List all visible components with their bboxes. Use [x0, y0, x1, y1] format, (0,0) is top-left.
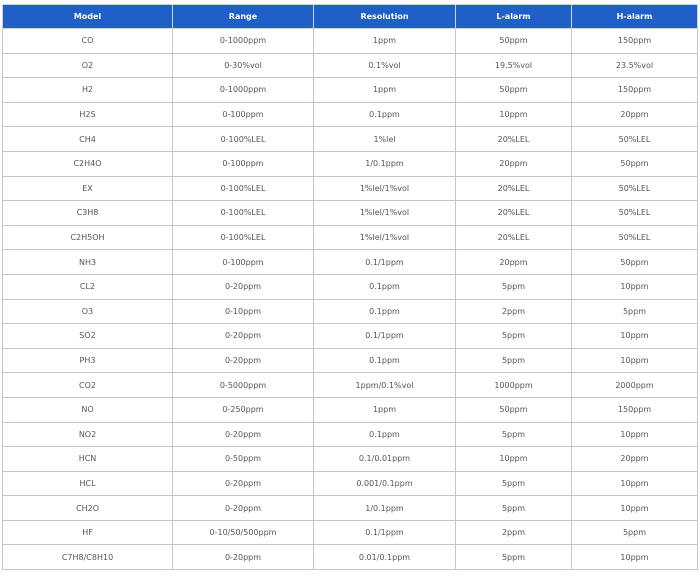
cell-model: C2H5OH: [3, 225, 173, 250]
cell-h-alarm: 50%LEL: [572, 201, 698, 226]
cell-range: 0-10/50/500ppm: [173, 520, 314, 545]
header-model: Model: [3, 5, 173, 29]
cell-resolution: 0.001/0.1ppm: [314, 471, 456, 496]
cell-resolution: 0.1/1ppm: [314, 324, 456, 349]
cell-range: 0-20ppm: [173, 545, 314, 570]
cell-l-alarm: 20%LEL: [456, 225, 572, 250]
cell-model: CO2: [3, 373, 173, 398]
header-l-alarm: L-alarm: [456, 5, 572, 29]
cell-h-alarm: 20ppm: [572, 447, 698, 472]
cell-range: 0-100ppm: [173, 151, 314, 176]
table-row: [3, 471, 698, 496]
cell-range: 0-10ppm: [173, 299, 314, 324]
table-body: [3, 29, 698, 570]
cell-h-alarm: 150ppm: [572, 397, 698, 422]
table-row: [3, 29, 698, 54]
cell-h-alarm: 5ppm: [572, 299, 698, 324]
cell-h-alarm: 10ppm: [572, 348, 698, 373]
cell-l-alarm: 5ppm: [456, 324, 572, 349]
cell-h-alarm: 23.5%vol: [572, 53, 698, 78]
table-row: [3, 397, 698, 422]
cell-h-alarm: 20ppm: [572, 102, 698, 127]
cell-resolution: 1%lel: [314, 127, 456, 152]
table-row: [3, 447, 698, 472]
cell-resolution: 0.1ppm: [314, 422, 456, 447]
cell-range: 0-100ppm: [173, 250, 314, 275]
cell-resolution: 0.1ppm: [314, 274, 456, 299]
cell-l-alarm: 5ppm: [456, 348, 572, 373]
cell-l-alarm: 20%LEL: [456, 176, 572, 201]
cell-resolution: 1ppm: [314, 397, 456, 422]
gas-spec-table-container: [2, 4, 697, 570]
cell-h-alarm: 10ppm: [572, 274, 698, 299]
cell-resolution: 0.1ppm: [314, 348, 456, 373]
cell-model: HF: [3, 520, 173, 545]
cell-model: C7H8/C8H10: [3, 545, 173, 570]
cell-model: O3: [3, 299, 173, 324]
cell-model: HCL: [3, 471, 173, 496]
cell-h-alarm: 10ppm: [572, 422, 698, 447]
cell-resolution: 0.1/1ppm: [314, 520, 456, 545]
table-row: [3, 274, 698, 299]
cell-l-alarm: 50ppm: [456, 78, 572, 103]
cell-l-alarm: 5ppm: [456, 274, 572, 299]
cell-range: 0-30%vol: [173, 53, 314, 78]
table-row: [3, 324, 698, 349]
table-row: [3, 422, 698, 447]
cell-h-alarm: 10ppm: [572, 496, 698, 521]
cell-resolution: 1ppm: [314, 78, 456, 103]
cell-l-alarm: 20ppm: [456, 250, 572, 275]
cell-l-alarm: 50ppm: [456, 29, 572, 54]
cell-resolution: 1%lel/1%vol: [314, 176, 456, 201]
cell-h-alarm: 50ppm: [572, 250, 698, 275]
cell-h-alarm: 10ppm: [572, 545, 698, 570]
cell-resolution: 1/0.1ppm: [314, 496, 456, 521]
table-row: [3, 520, 698, 545]
cell-resolution: 0.1%vol: [314, 53, 456, 78]
cell-model: H2: [3, 78, 173, 103]
cell-l-alarm: 20%LEL: [456, 201, 572, 226]
cell-l-alarm: 1000ppm: [456, 373, 572, 398]
table-row: [3, 496, 698, 521]
cell-l-alarm: 20ppm: [456, 151, 572, 176]
table-row: [3, 250, 698, 275]
table-row: [3, 545, 698, 570]
cell-h-alarm: 5ppm: [572, 520, 698, 545]
cell-range: 0-20ppm: [173, 422, 314, 447]
cell-l-alarm: 19.5%vol: [456, 53, 572, 78]
cell-resolution: 0.1ppm: [314, 102, 456, 127]
table-row: [3, 348, 698, 373]
cell-model: C3H8: [3, 201, 173, 226]
cell-h-alarm: 10ppm: [572, 324, 698, 349]
table-row: [3, 299, 698, 324]
cell-range: 0-1000ppm: [173, 78, 314, 103]
cell-model: SO2: [3, 324, 173, 349]
cell-model: NO: [3, 397, 173, 422]
header-resolution: Resolution: [314, 5, 456, 29]
cell-resolution: 0.1/0.01ppm: [314, 447, 456, 472]
cell-resolution: 0.01/0.1ppm: [314, 545, 456, 570]
cell-h-alarm: 50ppm: [572, 151, 698, 176]
cell-range: 0-20ppm: [173, 348, 314, 373]
cell-model: CL2: [3, 274, 173, 299]
cell-range: 0-1000ppm: [173, 29, 314, 54]
cell-resolution: 1/0.1ppm: [314, 151, 456, 176]
cell-model: C2H4O: [3, 151, 173, 176]
cell-range: 0-250ppm: [173, 397, 314, 422]
cell-model: CO: [3, 29, 173, 54]
cell-model: CH2O: [3, 496, 173, 521]
table-row: [3, 78, 698, 103]
cell-h-alarm: 2000ppm: [572, 373, 698, 398]
cell-h-alarm: 150ppm: [572, 78, 698, 103]
cell-model: NO2: [3, 422, 173, 447]
cell-range: 0-50ppm: [173, 447, 314, 472]
cell-h-alarm: 50%LEL: [572, 127, 698, 152]
cell-range: 0-100ppm: [173, 102, 314, 127]
cell-l-alarm: 5ppm: [456, 496, 572, 521]
cell-model: NH3: [3, 250, 173, 275]
cell-range: 0-20ppm: [173, 471, 314, 496]
cell-resolution: 1%lel/1%vol: [314, 225, 456, 250]
table-row: [3, 53, 698, 78]
header-h-alarm: H-alarm: [572, 5, 698, 29]
cell-model: EX: [3, 176, 173, 201]
cell-range: 0-100%LEL: [173, 201, 314, 226]
cell-resolution: 0.1ppm: [314, 299, 456, 324]
cell-model: H2S: [3, 102, 173, 127]
table-row: [3, 201, 698, 226]
cell-l-alarm: 50ppm: [456, 397, 572, 422]
cell-model: CH4: [3, 127, 173, 152]
cell-range: 0-100%LEL: [173, 127, 314, 152]
table-row: [3, 225, 698, 250]
cell-h-alarm: 10ppm: [572, 471, 698, 496]
table-row: [3, 127, 698, 152]
cell-resolution: 1ppm: [314, 29, 456, 54]
cell-h-alarm: 150ppm: [572, 29, 698, 54]
cell-model: O2: [3, 53, 173, 78]
cell-l-alarm: 5ppm: [456, 545, 572, 570]
cell-h-alarm: 50%LEL: [572, 225, 698, 250]
cell-l-alarm: 2ppm: [456, 299, 572, 324]
cell-l-alarm: 5ppm: [456, 471, 572, 496]
table-row: [3, 151, 698, 176]
table-row: [3, 176, 698, 201]
cell-resolution: 0.1/1ppm: [314, 250, 456, 275]
cell-range: 0-20ppm: [173, 496, 314, 521]
gas-spec-table: [2, 4, 698, 570]
cell-model: PH3: [3, 348, 173, 373]
table-row: [3, 373, 698, 398]
cell-range: 0-100%LEL: [173, 225, 314, 250]
cell-range: 0-20ppm: [173, 274, 314, 299]
cell-model: HCN: [3, 447, 173, 472]
cell-range: 0-5000ppm: [173, 373, 314, 398]
header-row: [3, 5, 698, 29]
cell-range: 0-100%LEL: [173, 176, 314, 201]
table-header: [3, 5, 698, 29]
header-range: Range: [173, 5, 314, 29]
cell-l-alarm: 5ppm: [456, 422, 572, 447]
cell-l-alarm: 20%LEL: [456, 127, 572, 152]
cell-l-alarm: 10ppm: [456, 102, 572, 127]
cell-range: 0-20ppm: [173, 324, 314, 349]
table-row: [3, 102, 698, 127]
cell-resolution: 1%lel/1%vol: [314, 201, 456, 226]
cell-h-alarm: 50%LEL: [572, 176, 698, 201]
cell-l-alarm: 2ppm: [456, 520, 572, 545]
cell-resolution: 1ppm/0.1%vol: [314, 373, 456, 398]
cell-l-alarm: 10ppm: [456, 447, 572, 472]
